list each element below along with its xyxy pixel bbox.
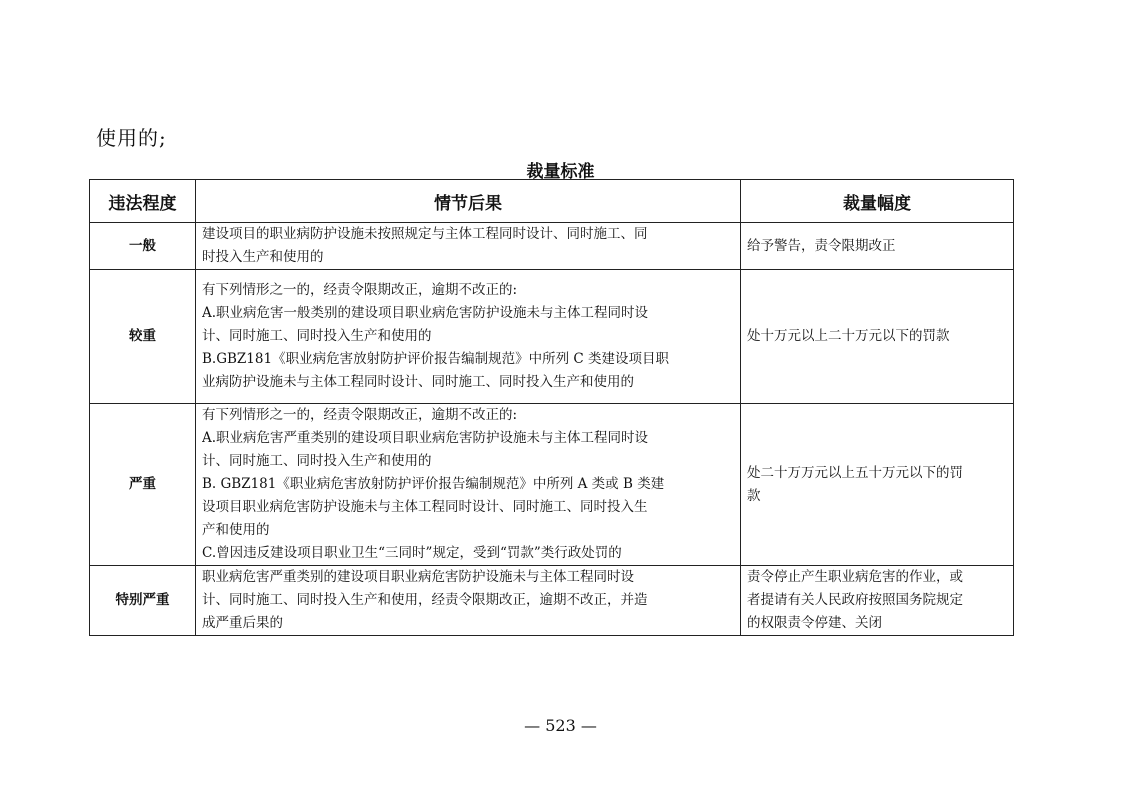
table-row <box>90 270 1014 404</box>
facts-cell <box>196 223 741 270</box>
facts-line: 成严重后果的 <box>202 615 283 631</box>
table-title: 裁量标准 <box>526 162 595 182</box>
range-line: 给予警告，责令限期改正 <box>747 237 896 254</box>
degree-cell: 一般 <box>90 223 196 270</box>
range-line: 责令停止产生职业病危害的作业，或 <box>747 569 963 585</box>
lead-text: 使用的; <box>96 126 167 150</box>
table-row <box>90 404 1014 566</box>
facts-line: B.GBZ181《职业病危害放射防护评价报告编制规范》中所列 C 类建设项目职 <box>202 351 669 367</box>
range-line: 款 <box>747 487 761 504</box>
table-header-row <box>90 180 1014 223</box>
facts-cell <box>196 404 741 566</box>
degree-cell: 严重 <box>90 404 196 566</box>
facts-line: A.职业病危害一般类别的建设项目职业病危害防护设施未与主体工程同时设 <box>202 305 649 321</box>
facts-cell <box>196 270 741 404</box>
facts-line: 产和使用的 <box>202 522 270 538</box>
degree-cell: 较重 <box>90 270 196 404</box>
range-line: 处二十万万元以上五十万元以下的罚 <box>747 464 963 481</box>
facts-line: 建设项目的职业病防护设施未按照规定与主体工程同时设计、同时施工、同 <box>202 226 648 242</box>
header-range: 裁量幅度 <box>741 180 1014 223</box>
table-row <box>90 223 1014 270</box>
range-cell <box>741 223 1014 270</box>
facts-line: C.曾因违反建设项目职业卫生“三同时”规定，受到“罚款”类行政处罚的 <box>202 545 622 561</box>
facts-line: 计、同时施工、同时投入生产和使用，经责令限期改正，逾期不改正，并造 <box>202 592 648 608</box>
range-line: 处十万元以上二十万元以下的罚款 <box>747 328 950 344</box>
range-line: 的权限责令停建、关闭 <box>747 615 882 631</box>
degree-cell: 特别严重 <box>90 566 196 636</box>
facts-line: 职业病危害严重类别的建设项目职业病危害防护设施未与主体工程同时设 <box>202 569 634 585</box>
page-number: — 523 — <box>524 716 597 735</box>
facts-line: 有下列情形之一的，经责令限期改正，逾期不改正的: <box>202 407 518 423</box>
facts-line: 时投入生产和使用的 <box>202 249 324 265</box>
facts-line: 业病防护设施未与主体工程同时设计、同时施工、同时投入生产和使用的 <box>202 374 634 390</box>
facts-line: A.职业病危害严重类别的建设项目职业病危害防护设施未与主体工程同时设 <box>202 430 649 446</box>
facts-line: 计、同时施工、同时投入生产和使用的 <box>202 453 432 469</box>
table-row <box>90 566 1014 636</box>
header-degree: 违法程度 <box>90 180 196 223</box>
facts-cell <box>196 566 741 636</box>
range-cell <box>741 404 1014 566</box>
range-cell <box>741 566 1014 636</box>
range-line: 者提请有关人民政府按照国务院规定 <box>747 592 963 608</box>
facts-line: 有下列情形之一的，经责令限期改正，逾期不改正的: <box>202 282 518 298</box>
facts-line: 设项目职业病危害防护设施未与主体工程同时设计、同时施工、同时投入生 <box>202 499 648 515</box>
header-facts: 情节后果 <box>196 180 741 223</box>
facts-line: 计、同时施工、同时投入生产和使用的 <box>202 328 432 344</box>
facts-line: B. GBZ181《职业病危害放射防护评价报告编制规范》中所列 A 类或 B 类建 <box>202 476 665 492</box>
range-cell <box>741 270 1014 404</box>
penalty-standard-table <box>89 179 1014 636</box>
